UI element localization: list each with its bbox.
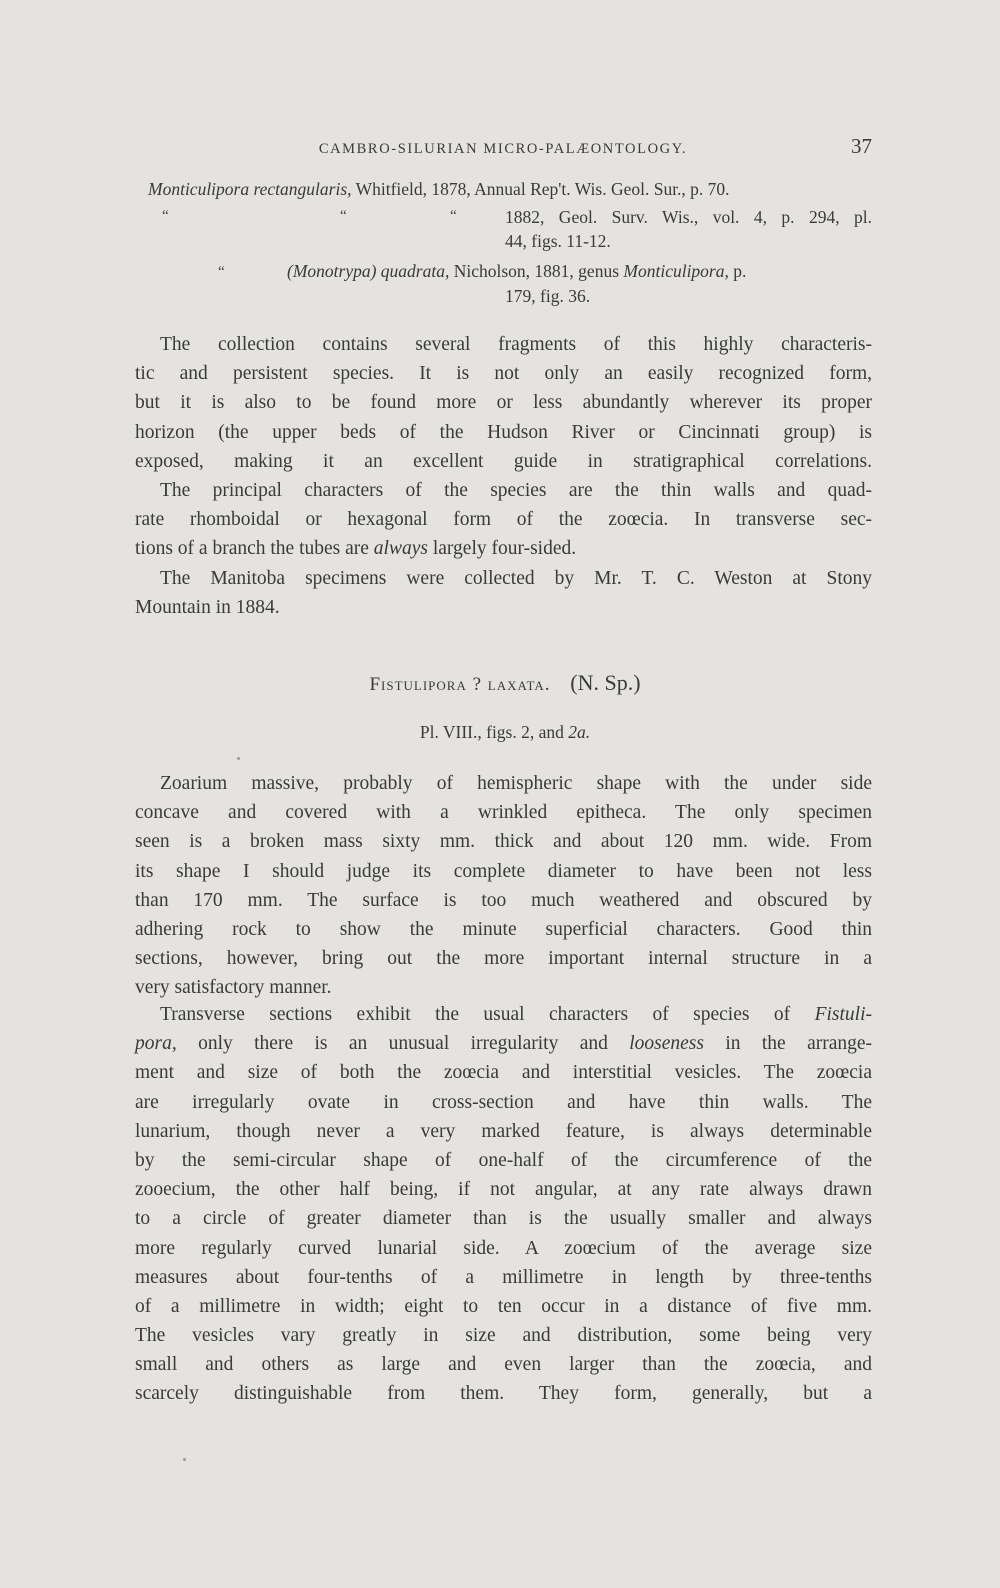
- text-line: seen is a broken mass sixty mm. thick and about 120 mm. wide. From: [135, 831, 872, 853]
- text-line: more regularly curved lunarial side. A zoœcium of the average size: [135, 1237, 872, 1259]
- description-paragraph-4: [135, 1000, 872, 1409]
- synonym-reference-cont: 179, fig. 36.: [505, 286, 591, 306]
- text-line: but it is also to be found more or less abundantly wherever its proper: [135, 392, 872, 414]
- text-line: Mountain in 1884.: [135, 596, 280, 618]
- ditto-mark: “: [340, 208, 347, 224]
- ditto-mark: “: [218, 264, 225, 280]
- paper-speck: [237, 757, 240, 760]
- text-line: adhering rock to show the minute superficial characters. Good thin: [135, 918, 872, 940]
- synonymy-line-3: [287, 260, 746, 282]
- ditto-mark: “: [162, 208, 169, 224]
- synonym-reference: Nicholson, 1881, genus: [453, 261, 620, 281]
- text-line: are irregularly ovate in cross-section and have thin walls. The: [135, 1091, 872, 1113]
- text-line: The collection contains several fragments of this highly characteris-: [160, 334, 872, 355]
- text-line: ment and size of both the zoœcia and interstitial vesicles. The zoœcia: [135, 1062, 872, 1084]
- synonym-genus: Monticulipora,: [623, 261, 729, 281]
- text-line: The Manitoba specimens were collected by Mr. T. C. Weston at Stony: [160, 567, 872, 589]
- text-line: of a millimetre in width; eight to ten occur in a distance of five mm.: [135, 1295, 872, 1317]
- synonymy-line-1: [148, 178, 730, 200]
- synonym-reference: Whitfield, 1878, Annual Rep't. Wis. Geol. Sur., p. 70.: [355, 179, 730, 199]
- text-line: lunarium, though never a very marked feature, is always determinable: [135, 1120, 872, 1142]
- text-line: measures about four-tenths of a millimetre in length by three-tenths: [135, 1266, 872, 1288]
- ditto-mark: “: [450, 208, 457, 224]
- text-line: horizon (the upper beds of the Hudson River or Cincinnati group) is: [135, 421, 872, 443]
- page-number: 37: [851, 134, 872, 158]
- genus-name: Fistulipora: [369, 674, 467, 695]
- query-mark: ?: [472, 674, 483, 695]
- text-line: zooecium, the other half being, if not angular, at any rate always drawn: [135, 1179, 872, 1201]
- synonym-page: p.: [733, 261, 747, 281]
- text-line: very satisfactory manner.: [135, 977, 332, 999]
- plate-reference: Pl. VIII., figs. 2, and 2a.: [419, 722, 591, 742]
- emphasis: Fistuli-: [814, 1004, 872, 1025]
- running-head: [135, 134, 872, 159]
- text-line: to a circle of greater diameter than is the usually smaller and always: [135, 1208, 872, 1230]
- running-title: CAMBRO-SILURIAN MICRO-PALÆONTOLOGY.: [318, 141, 688, 157]
- emphasis: looseness: [629, 1033, 704, 1055]
- species-heading: [0, 670, 1000, 696]
- emphasis: pora,: [135, 1033, 177, 1055]
- text-line: rate rhomboidal or hexagonal form of the zoœcia. In transverse sec-: [135, 509, 872, 531]
- text-line: The principal characters of the species are the thin walls and quad-: [160, 479, 872, 501]
- new-species-note: (N. Sp.): [570, 670, 641, 695]
- paper-speck: [183, 1458, 186, 1461]
- description-paragraph-3: [135, 769, 872, 1003]
- text-line: sections, however, bring out the more important internal structure in a: [135, 948, 872, 970]
- text-line: tic and persistent species. It is not only an easily recognized form,: [135, 363, 872, 385]
- synonym-name: Monticulipora rectangularis,: [148, 179, 352, 199]
- text-line: Transverse sections exhibit the usual characters of species of Fistuli-: [160, 1004, 872, 1025]
- text-line: its shape I should judge its complete diameter to have been not less: [135, 860, 872, 882]
- emphasis: always: [373, 538, 428, 560]
- text-line: small and others as large and even larger than the zoœcia, and: [135, 1354, 872, 1376]
- description-paragraph-1: [135, 330, 872, 622]
- text-line: pora, only there is an unusual irregularity and looseness in the arrange-: [135, 1033, 873, 1055]
- synonym-name: (Monotrypa) quadrata,: [287, 261, 450, 281]
- text-line: by the semi-circular shape of one-half of the circumference of the: [135, 1149, 872, 1171]
- species-epithet: laxata.: [487, 674, 551, 695]
- figure-number: 2a.: [568, 722, 591, 742]
- text-line: concave and covered with a wrinkled epitheca. The only specimen: [135, 802, 872, 824]
- text-line: Zoarium massive, probably of hemispheric shape with the under side: [160, 773, 872, 794]
- text-line: scarcely distinguishable from them. They form, generally, but a: [135, 1383, 872, 1405]
- synonym-reference: 1882, Geol. Surv. Wis., vol. 4, p. 294, pl.: [505, 207, 872, 227]
- text-line: tions of a branch the tubes are always largely four-sided.: [135, 538, 577, 560]
- text-line: The vesicles vary greatly in size and distribution, some being very: [135, 1325, 872, 1347]
- text-line: exposed, making it an excellent guide in stratigraphical correlations.: [135, 450, 872, 472]
- text-line: than 170 mm. The surface is too much weathered and obscured by: [135, 889, 872, 911]
- synonym-reference-cont: 44, figs. 11-12.: [505, 231, 611, 251]
